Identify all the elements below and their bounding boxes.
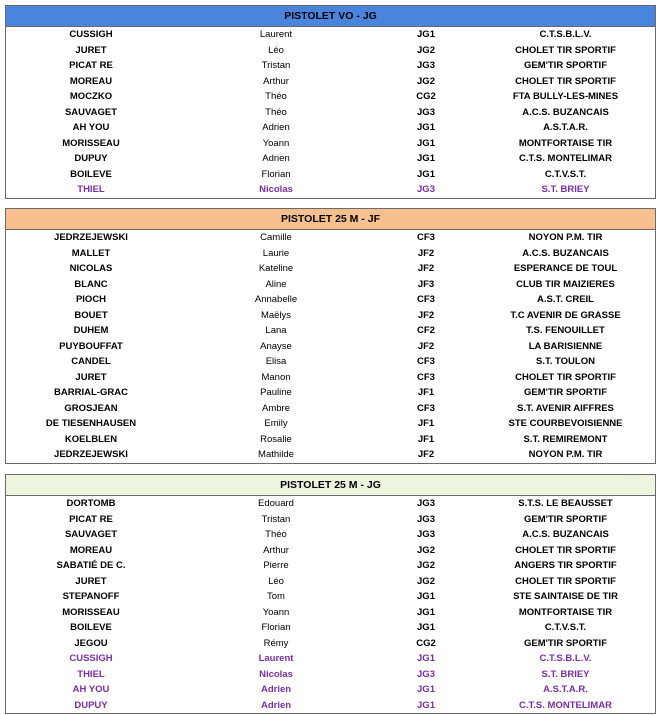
- athlete-category: JG1: [417, 653, 435, 664]
- athlete-category: JG3: [417, 184, 435, 195]
- table-row: [6, 339, 655, 355]
- athlete-firstname: Annabelle: [254, 294, 298, 305]
- athlete-firstname: Yoann: [262, 137, 290, 149]
- athlete-club: MONTFORTAISE TIR: [518, 606, 613, 618]
- athlete-category: CF3: [417, 294, 435, 305]
- athlete-club: S.T. REMIREMONT: [523, 433, 608, 445]
- athlete-category: JG2: [417, 75, 435, 87]
- section-title: PISTOLET VO - JG: [6, 6, 655, 27]
- athlete-club: STE SAINTAISE DE TIR: [513, 591, 618, 602]
- athlete-club: S.T. AVENIR AIFFRES: [517, 402, 614, 414]
- athlete-category: JG1: [417, 168, 435, 180]
- table-row: [6, 308, 655, 324]
- athlete-club: CHOLET TIR SPORTIF: [515, 75, 616, 87]
- athlete-category: JG2: [417, 560, 435, 571]
- athlete-category: JF2: [417, 247, 435, 259]
- table-row: [6, 589, 655, 605]
- athlete-firstname: Théo: [265, 106, 287, 118]
- athlete-club: S.T. TOULON: [536, 356, 595, 367]
- athlete-category: JG3: [417, 106, 435, 118]
- athlete-club: C.T.V.S.T.: [544, 622, 587, 633]
- athlete-club: CHOLET TIR SPORTIF: [515, 44, 616, 56]
- athlete-category: JG1: [417, 699, 435, 711]
- athlete-category: JF2: [417, 340, 435, 352]
- athlete-lastname: DE TIESENHAUSEN: [45, 418, 137, 429]
- table-row: [6, 385, 655, 401]
- athlete-lastname: PUYBOUFFAT: [59, 340, 123, 352]
- table-row: [6, 416, 655, 432]
- table-row: [6, 682, 655, 698]
- athlete-category: JF1: [417, 418, 435, 429]
- athlete-firstname: Arthur: [263, 544, 289, 556]
- table-row: [6, 246, 655, 262]
- table-row: [6, 370, 655, 386]
- athlete-category: JF2: [417, 263, 435, 274]
- athlete-lastname: BOILEVE: [70, 622, 112, 633]
- athlete-category: CF3: [417, 356, 435, 367]
- table-row: [6, 74, 655, 90]
- athlete-club: CHOLET TIR SPORTIF: [515, 575, 616, 587]
- athlete-firstname: Elisa: [265, 356, 287, 367]
- section-pistolet-25m-jg: [5, 474, 656, 714]
- table-row: [6, 292, 655, 308]
- table-row: [6, 182, 655, 198]
- athlete-category: JG3: [417, 498, 435, 509]
- athlete-lastname: SAUVAGET: [64, 529, 118, 540]
- athlete-category: JG2: [417, 575, 435, 587]
- athlete-club: C.T.S.B.L.V.: [539, 29, 592, 40]
- athlete-club: A.S.T. CREIL: [536, 294, 594, 305]
- athlete-lastname: STEPANOFF: [62, 591, 120, 602]
- athlete-lastname: PIOCH: [75, 294, 107, 305]
- table-row: [6, 277, 655, 293]
- athlete-club: GEM'TIR SPORTIF: [523, 637, 607, 649]
- athlete-category: JF2: [417, 309, 435, 321]
- table-row: [6, 496, 655, 512]
- athlete-firstname: Pauline: [260, 387, 292, 398]
- athlete-category: JG1: [417, 122, 435, 133]
- athlete-lastname: CUSSIGH: [69, 29, 113, 40]
- athlete-firstname: Tristan: [261, 513, 291, 525]
- athlete-club: GEM'TIR SPORTIF: [523, 60, 607, 71]
- athlete-firstname: Léo: [268, 575, 284, 587]
- athlete-club: GEM'TIR SPORTIF: [523, 513, 607, 525]
- table-row: [6, 151, 655, 167]
- athlete-lastname: BOUET: [74, 309, 108, 321]
- athlete-club: T.S. FENOUILLET: [526, 325, 605, 336]
- athlete-category: JF2: [417, 449, 435, 460]
- table-row: [6, 136, 655, 152]
- results-table: [6, 496, 655, 713]
- athlete-lastname: DUHEM: [73, 325, 109, 336]
- athlete-firstname: Anayse: [260, 340, 292, 352]
- athlete-firstname: Nicolas: [259, 668, 293, 680]
- athlete-category: JF1: [417, 387, 435, 398]
- athlete-club: C.T.S. MONTELIMAR: [519, 153, 612, 164]
- athlete-club: A.S.T.A.R.: [543, 122, 588, 133]
- athlete-lastname: MOREAU: [69, 75, 113, 87]
- athlete-category: JG3: [417, 60, 435, 71]
- athlete-firstname: Tom: [267, 591, 285, 602]
- athlete-lastname: BARRIAL-GRAC: [54, 387, 128, 398]
- table-row: [6, 651, 655, 667]
- table-row: [6, 667, 655, 683]
- results-table: [6, 27, 655, 198]
- athlete-firstname: Adrien: [260, 699, 292, 711]
- section-title: PISTOLET 25 M - JF: [6, 209, 655, 230]
- table-row: [6, 512, 655, 528]
- table-row: [6, 574, 655, 590]
- table-row: [6, 89, 655, 105]
- table-row: [6, 27, 655, 43]
- athlete-firstname: Mathilde: [258, 449, 294, 460]
- athlete-firstname: Rémy: [263, 637, 289, 649]
- section-pistolet-vo-jg: [5, 5, 656, 199]
- athlete-firstname: Florian: [261, 168, 291, 180]
- table-row: [6, 447, 655, 463]
- athlete-firstname: Adrien: [262, 153, 290, 164]
- athlete-firstname: Florian: [261, 622, 291, 633]
- athlete-club: LA BARISIENNE: [528, 340, 603, 352]
- athlete-firstname: Tristan: [261, 60, 291, 71]
- table-row: [6, 167, 655, 183]
- athlete-lastname: BOILEVE: [70, 168, 112, 180]
- athlete-lastname: JURET: [75, 371, 107, 383]
- athlete-club: A.C.S. BUZANCAIS: [522, 247, 609, 259]
- athlete-category: JG1: [417, 29, 435, 40]
- table-row: [6, 636, 655, 652]
- athlete-club: ANGERS TIR SPORTIF: [514, 560, 617, 571]
- athlete-category: CG2: [416, 637, 436, 649]
- table-row: [6, 432, 655, 448]
- athlete-lastname: AH YOU: [72, 684, 110, 695]
- athlete-category: CF3: [417, 232, 435, 243]
- athlete-lastname: JURET: [75, 44, 107, 56]
- athlete-category: CF3: [417, 371, 435, 383]
- athlete-club: NOYON P.M. TIR: [528, 232, 603, 243]
- athlete-club: CHOLET TIR SPORTIF: [515, 544, 616, 556]
- athlete-category: JF1: [417, 433, 435, 445]
- athlete-lastname: DUPUY: [74, 153, 108, 164]
- table-row: [6, 620, 655, 636]
- table-row: [6, 120, 655, 136]
- athlete-firstname: Adrien: [262, 122, 290, 133]
- athlete-firstname: Edouard: [258, 498, 294, 509]
- athlete-club: NOYON P.M. TIR: [528, 449, 603, 460]
- athlete-lastname: NICOLAS: [69, 263, 113, 274]
- athlete-firstname: Léo: [268, 44, 284, 56]
- athlete-lastname: THIEL: [77, 668, 105, 680]
- athlete-lastname: CANDEL: [71, 356, 111, 367]
- athlete-firstname: Nicolas: [259, 184, 293, 195]
- athlete-lastname: CUSSIGH: [69, 653, 113, 664]
- table-row: [6, 261, 655, 277]
- athlete-firstname: Rosalie: [260, 433, 292, 445]
- athlete-category: JG1: [417, 591, 435, 602]
- athlete-lastname: SAUVAGET: [64, 106, 118, 118]
- athlete-firstname: Aline: [265, 278, 287, 290]
- table-row: [6, 401, 655, 417]
- table-row: [6, 58, 655, 74]
- athlete-lastname: MALLET: [71, 247, 111, 259]
- section-pistolet-25m-jf: [5, 208, 656, 464]
- athlete-club: FTA BULLY-LES-MINES: [512, 91, 619, 102]
- table-row: [6, 230, 655, 246]
- athlete-firstname: Kateline: [258, 263, 294, 274]
- athlete-club: T.C AVENIR DE GRASSE: [510, 309, 621, 321]
- athlete-club: S.T.S. LE BEAUSSET: [518, 498, 613, 509]
- athlete-firstname: Laurent: [258, 653, 294, 664]
- athlete-firstname: Laurie: [262, 247, 290, 259]
- athlete-lastname: MOREAU: [69, 544, 113, 556]
- athlete-club: CHOLET TIR SPORTIF: [515, 371, 616, 383]
- athlete-club: GEM'TIR SPORTIF: [523, 387, 607, 398]
- athlete-lastname: PICAT RE: [69, 513, 113, 525]
- athlete-category: JG3: [417, 529, 435, 540]
- athlete-firstname: Théo: [265, 529, 287, 540]
- athlete-club: CLUB TIR MAIZIERES: [516, 278, 615, 290]
- athlete-lastname: JEDRZEJEWSKI: [54, 449, 128, 460]
- athlete-lastname: SABATIÉ DE C.: [56, 560, 126, 571]
- athlete-category: CG2: [416, 91, 436, 102]
- athlete-firstname: Maëlys: [260, 309, 292, 321]
- athlete-lastname: DORTOMB: [66, 498, 116, 509]
- athlete-lastname: JEGOU: [74, 637, 108, 649]
- athlete-club: A.C.S. BUZANCAIS: [522, 106, 609, 118]
- athlete-club: S.T. BRIEY: [541, 668, 590, 680]
- athlete-club: C.T.V.S.T.: [544, 168, 587, 180]
- athlete-lastname: DUPUY: [74, 699, 108, 711]
- athlete-club: STE COURBEVOISIENNE: [508, 418, 623, 429]
- athlete-lastname: AH YOU: [72, 122, 110, 133]
- section-title: PISTOLET 25 M - JG: [6, 475, 655, 496]
- athlete-club: ESPERANCE DE TOUL: [513, 263, 618, 274]
- athlete-firstname: Manon: [261, 371, 291, 383]
- athlete-firstname: Adrien: [260, 684, 292, 695]
- athlete-firstname: Camille: [260, 232, 292, 243]
- athlete-club: S.T. BRIEY: [541, 184, 590, 195]
- athlete-firstname: Ambre: [262, 402, 290, 414]
- athlete-lastname: KOELBLEN: [64, 433, 118, 445]
- athlete-lastname: PICAT RE: [69, 60, 113, 71]
- athlete-lastname: MOCZKO: [69, 91, 113, 102]
- table-row: [6, 543, 655, 559]
- athlete-category: JG1: [417, 606, 435, 618]
- athlete-lastname: GROSJEAN: [64, 402, 118, 414]
- athlete-firstname: Pierre: [263, 560, 289, 571]
- athlete-category: JG1: [417, 622, 435, 633]
- table-row: [6, 323, 655, 339]
- athlete-category: CF2: [417, 325, 435, 336]
- athlete-club: A.S.T.A.R.: [543, 684, 588, 695]
- athlete-category: JG3: [417, 668, 435, 680]
- table-row: [6, 698, 655, 714]
- athlete-category: JG1: [417, 684, 435, 695]
- athlete-category: CF3: [417, 402, 435, 414]
- athlete-club: C.T.S. MONTELIMAR: [519, 699, 612, 711]
- athlete-firstname: Laurent: [259, 29, 293, 40]
- athlete-category: JG3: [417, 513, 435, 525]
- athlete-firstname: Théo: [265, 91, 287, 102]
- athlete-lastname: MORISSEAU: [62, 606, 120, 618]
- athlete-lastname: JEDRZEJEWSKI: [54, 232, 128, 243]
- table-row: [6, 558, 655, 574]
- table-row: [6, 105, 655, 121]
- athlete-firstname: Lana: [265, 325, 287, 336]
- athlete-firstname: Yoann: [262, 606, 290, 618]
- table-row: [6, 527, 655, 543]
- table-row: [6, 605, 655, 621]
- athlete-category: JG2: [417, 544, 435, 556]
- athlete-club: C.T.S.B.L.V.: [539, 653, 592, 664]
- athlete-lastname: JURET: [75, 575, 107, 587]
- athlete-lastname: MORISSEAU: [62, 137, 120, 149]
- athlete-category: JF3: [417, 278, 435, 290]
- athlete-category: JG2: [417, 44, 435, 56]
- athlete-category: JG1: [417, 153, 435, 164]
- athlete-lastname: BLANC: [74, 278, 108, 290]
- table-row: [6, 43, 655, 59]
- athlete-club: MONTFORTAISE TIR: [518, 137, 613, 149]
- athlete-lastname: THIEL: [77, 184, 105, 195]
- athlete-firstname: Emily: [264, 418, 288, 429]
- results-table: [6, 230, 655, 463]
- athlete-firstname: Arthur: [263, 75, 289, 87]
- athlete-club: A.C.S. BUZANCAIS: [522, 529, 609, 540]
- athlete-category: JG1: [417, 137, 435, 149]
- table-row: [6, 354, 655, 370]
